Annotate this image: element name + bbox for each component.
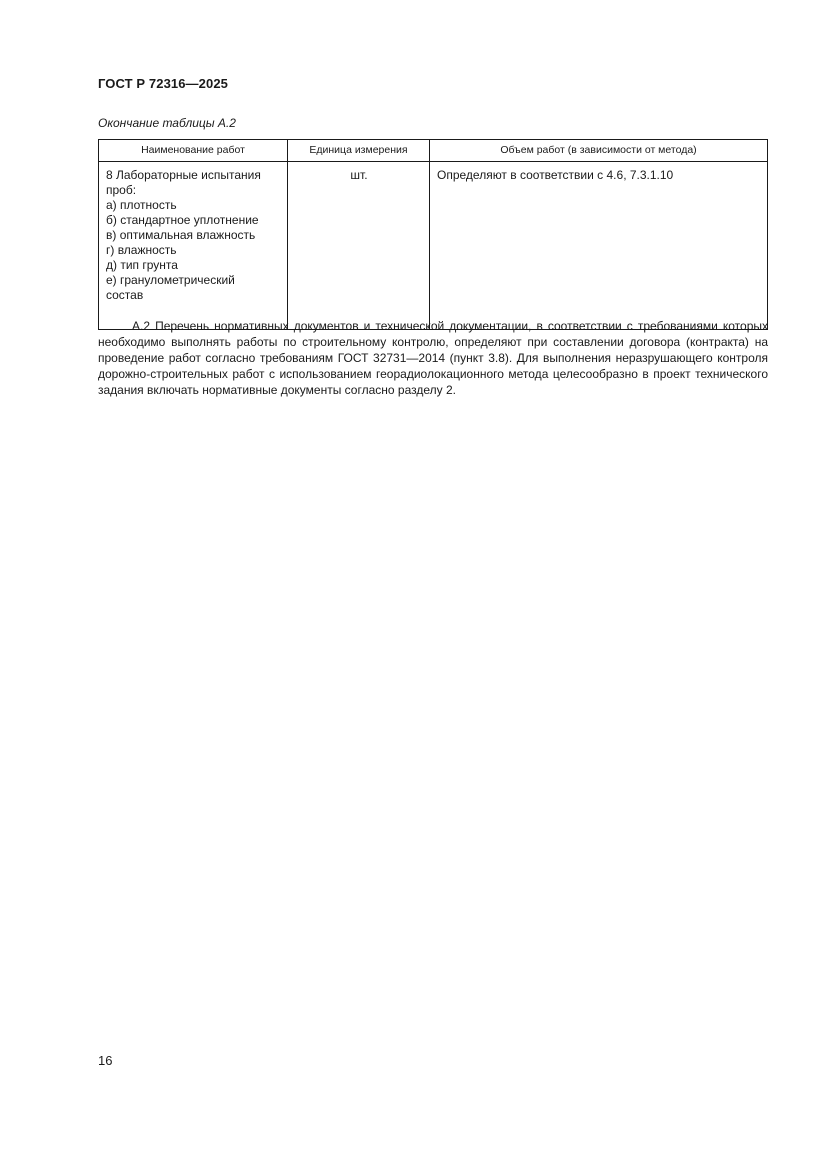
work-name-line: е) гранулометрический bbox=[106, 273, 235, 287]
work-name-line: состав bbox=[106, 288, 144, 302]
cell-volume: Определяют в соответствии с 4.6, 7.3.1.10 bbox=[430, 162, 768, 330]
work-name-line: в) оптимальная влажность bbox=[106, 228, 256, 242]
standard-title: ГОСТ Р 72316—2025 bbox=[98, 76, 228, 91]
column-header-work-name: Наименование работ bbox=[99, 140, 288, 162]
work-name-line: г) влажность bbox=[106, 243, 177, 257]
body-paragraph: А.2 Перечень нормативных документов и технической документации, в соответствии с требованиями которых необходимо выполнять работы по строительному контролю, определяют при составлении договора (контракта) на проведение работ согласно требованиям ГОСТ 32731—2014 (пункт 3.8). Для выполнения неразрушающего контроля дорожно-строительных работ с использованием георадиолокационного метода целесообразно в проект технического задания включать нормативные документы согласно разделу 2. bbox=[98, 319, 768, 397]
table-row bbox=[99, 162, 768, 330]
cell-unit: шт. bbox=[288, 162, 430, 330]
work-name-line: 8 Лабораторные испытания bbox=[106, 168, 261, 182]
column-header-unit: Единица измерения bbox=[288, 140, 430, 162]
table-caption: Окончание таблицы А.2 bbox=[98, 116, 236, 130]
column-header-volume: Объем работ (в зависимости от метода) bbox=[430, 140, 768, 162]
work-name-line: д) тип грунта bbox=[106, 258, 178, 272]
table-header-row bbox=[99, 140, 768, 162]
work-name-line: б) стандартное уплотнение bbox=[106, 213, 259, 227]
cell-work-name bbox=[99, 162, 288, 330]
works-table bbox=[98, 139, 768, 330]
page-number: 16 bbox=[98, 1053, 113, 1068]
work-name-line: а) плотность bbox=[106, 198, 177, 212]
work-name-line: проб: bbox=[106, 183, 137, 197]
